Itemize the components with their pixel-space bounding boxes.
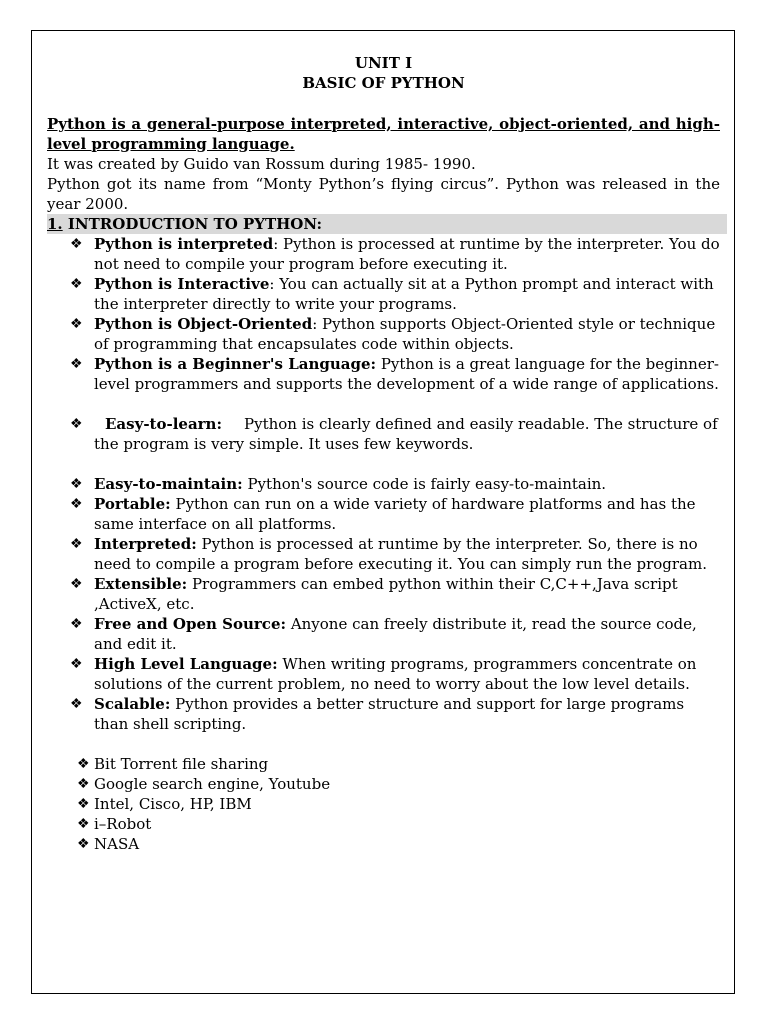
diamond-bullet-icon: ❖ <box>70 576 83 592</box>
feature-label: Python is Interactive <box>94 275 270 293</box>
diamond-bullet-icon: ❖ <box>70 656 83 672</box>
feature-label: Python is a Beginner's Language: <box>94 355 377 373</box>
feature-text: Programmers can embed python within their C,C++,Java script ,ActiveX, etc. <box>94 575 678 613</box>
list-item <box>70 494 720 534</box>
list-item <box>70 234 720 274</box>
python-definition: Python is a general-purpose interpreted, interactive, object-oriented, and high-level programming language. <box>47 115 720 153</box>
page-content <box>47 53 720 854</box>
feature-text: Python is a great language for the beginner-level programmers and supports the development of a wide range of applications. <box>94 355 719 393</box>
diamond-bullet-icon: ❖ <box>70 276 83 292</box>
feature-label: Interpreted: <box>94 535 197 553</box>
application-text: Google search engine, Youtube <box>94 775 331 793</box>
feature-label: Easy-to-maintain: <box>94 475 243 493</box>
list-item <box>70 574 720 614</box>
list-item <box>77 834 720 854</box>
feature-text: Python provides a better structure and support for large programs than shell scripting. <box>94 695 685 733</box>
feature-text: Python is clearly defined and easily readable. The structure of the program is very simple. It uses few keywords. <box>94 415 718 453</box>
diamond-bullet-icon: ❖ <box>77 816 90 832</box>
list-item <box>70 274 720 314</box>
feature-text: Python is processed at runtime by the interpreter. You do not need to compile your program before executing it. <box>94 235 720 273</box>
feature-separator: : <box>273 235 284 253</box>
feature-text: Python's source code is fairly easy-to-maintain. <box>247 475 607 493</box>
feature-label: Portable: <box>94 495 171 513</box>
application-text: NASA <box>94 835 140 853</box>
list-item <box>70 414 720 454</box>
diamond-bullet-icon: ❖ <box>70 536 83 552</box>
application-text: Intel, Cisco, HP, IBM <box>94 795 252 813</box>
list-item <box>77 774 720 794</box>
feature-list-3 <box>47 474 720 734</box>
feature-label: Python is interpreted <box>94 235 274 253</box>
feature-text: Anyone can freely distribute it, read the source code, and edit it. <box>94 615 697 653</box>
diamond-bullet-icon: ❖ <box>70 236 83 252</box>
list-item <box>77 754 720 774</box>
list-item <box>70 694 720 734</box>
feature-label: Free and Open Source: <box>94 615 287 633</box>
diamond-bullet-icon: ❖ <box>77 756 90 772</box>
feature-text: You can actually sit at a Python prompt and interact with the interpreter directly to write your programs. <box>94 275 714 313</box>
spacer <box>47 394 720 414</box>
diamond-bullet-icon: ❖ <box>77 776 90 792</box>
spacer <box>47 734 720 754</box>
name-origin-line: Python got its name from “Monty Python’s flying circus”. Python was released in the year 2000. <box>47 175 720 213</box>
list-item <box>77 794 720 814</box>
feature-label: Easy-to-learn: <box>105 415 223 433</box>
feature-separator: : <box>312 315 323 333</box>
list-item <box>70 534 720 574</box>
diamond-bullet-icon: ❖ <box>70 476 83 492</box>
list-item <box>70 474 720 494</box>
diamond-bullet-icon: ❖ <box>77 796 90 812</box>
feature-list-1 <box>47 234 720 394</box>
feature-list-2 <box>47 414 720 454</box>
diamond-bullet-icon: ❖ <box>70 616 83 632</box>
section-title: INTRODUCTION TO PYTHON: <box>67 215 323 233</box>
unit-label: UNIT I <box>354 54 413 72</box>
section-heading <box>47 214 727 234</box>
feature-label: Extensible: <box>94 575 188 593</box>
diamond-bullet-icon: ❖ <box>70 496 83 512</box>
section-number: 1. <box>47 215 63 233</box>
list-item <box>77 814 720 834</box>
feature-separator: : <box>269 275 280 293</box>
feature-text: Python is processed at runtime by the interpreter. So, there is no need to compile a program before executing it. You can simply run the program. <box>94 535 707 573</box>
page-title: BASIC OF PYTHON <box>302 74 465 92</box>
diamond-bullet-icon: ❖ <box>77 836 90 852</box>
list-item <box>70 614 720 654</box>
feature-label: Scalable: <box>94 695 171 713</box>
feature-text: Python supports Object-Oriented style or technique of programming that encapsulates code within objects. <box>94 315 716 353</box>
feature-text: When writing programs, programmers concentrate on solutions of the current problem, no need to worry about the low level details. <box>94 655 697 693</box>
diamond-bullet-icon: ❖ <box>70 696 83 712</box>
applications-list <box>47 754 720 854</box>
list-item <box>70 654 720 694</box>
feature-label: Python is Object-Oriented <box>94 315 313 333</box>
list-item <box>70 314 720 354</box>
application-text: i–Robot <box>94 815 152 833</box>
diamond-bullet-icon: ❖ <box>70 316 83 332</box>
spacer <box>47 454 720 474</box>
application-text: Bit Torrent file sharing <box>94 755 269 773</box>
list-item <box>70 354 720 394</box>
diamond-bullet-icon: ❖ <box>70 416 83 432</box>
creator-line: It was created by Guido van Rossum during 1985- 1990. <box>47 155 476 173</box>
feature-label: High Level Language: <box>94 655 278 673</box>
document-page <box>31 30 735 994</box>
feature-text: Python can run on a wide variety of hardware platforms and has the same interface on all platforms. <box>94 495 696 533</box>
diamond-bullet-icon: ❖ <box>70 356 83 372</box>
